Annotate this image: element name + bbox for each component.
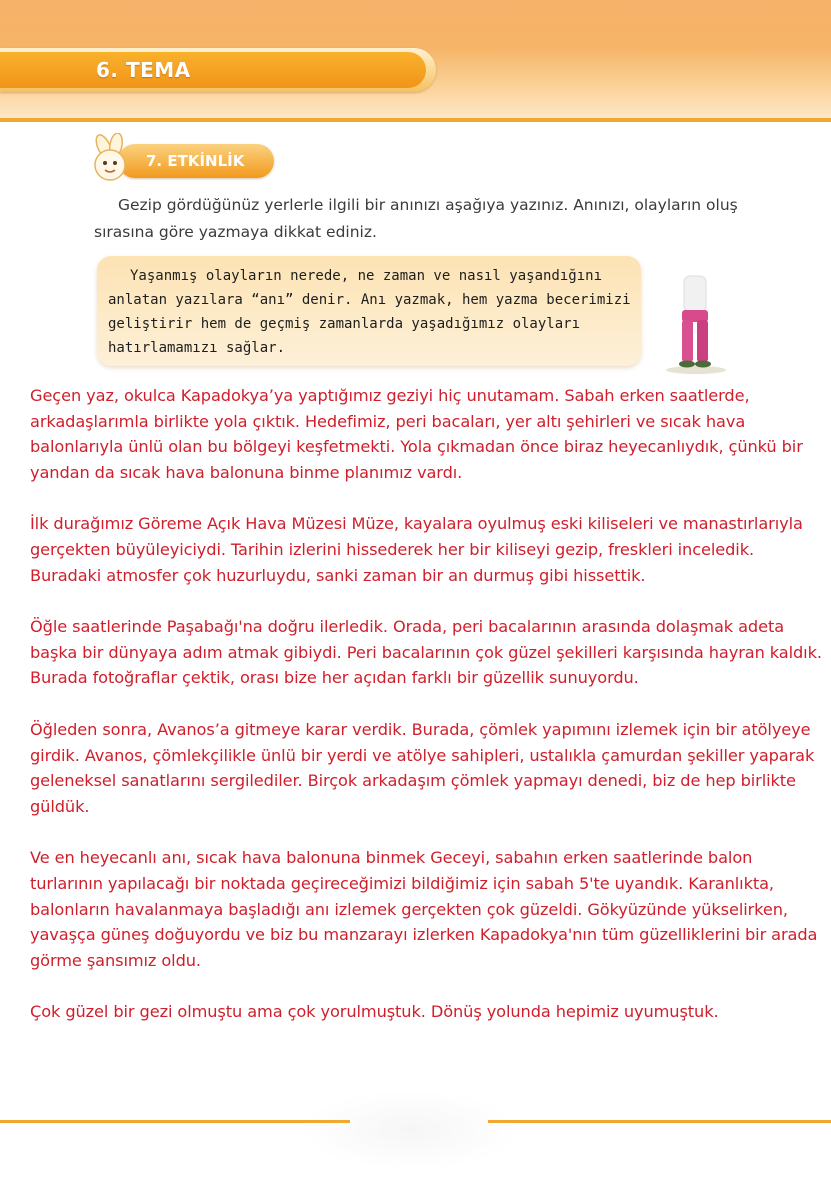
theme-title: 6. TEMA — [96, 58, 191, 82]
story-text — [30, 383, 825, 1051]
child-figure-illustration — [656, 268, 732, 376]
footer-divider-right — [488, 1120, 831, 1123]
bunny-mascot-icon — [86, 133, 140, 185]
footer-divider-left — [0, 1120, 350, 1123]
banner-divider — [0, 118, 831, 122]
story-paragraph: Geçen yaz, okulca Kapadokya’ya yaptığımız geziyi hiç unutamam. Sabah erken saatlerde, arkadaşlarımla birlikte yola çıktık. Hedefimiz, peri bacaları, yer altı şehirleri ve sıcak hava balonlarıyla ünlü olan bu bölgeyi keşfetmekti. Yola çıkmadan önce biraz heyecanlıydık, çünkü bir yandan da sıcak hava balonuna binme planımız vardı. — [30, 386, 803, 482]
info-box-text: Yaşanmış olayların nerede, ne zaman ve nasıl yaşandığını anlatan yazılara “anı” denir. Anı yazmak, hem yazma becerimizi geliştirir hem de geçmiş zamanlarda yaşadığımız olayları hatırlamamızı sağlar. — [108, 268, 631, 356]
story-paragraph: Ve en heyecanlı anı, sıcak hava balonuna binmek Geceyi, sabahın erken saatlerinde balon turlarının yapılacağı bir noktada geçireceğimizi bildiğimiz için sabah 5'te uyandık. Karanlıkta, balonların havalanmaya başladığı anı izlemek gerçekten çok güzeldi. Gökyüzünde yükselirken, yavaşça güneş doğuyordu ve biz bu manzarayı izlerken Kapadokya'nın tüm güzelliklerini bir arada görme şansımız oldu. — [30, 848, 818, 970]
footer-decoration — [300, 1090, 520, 1170]
story-paragraph: Öğle saatlerinde Paşabağı'na doğru ilerledik. Orada, peri bacalarının arasında dolaşmak adeta başka bir dünyaya adım atmak gibiydi. Peri bacalarının çok güzel şekilleri karşısında hayran kaldık. Burada fotoğraflar çektik, orası bize her açıdan farklı bir güzellik sunuyordu. — [30, 617, 822, 688]
story-paragraph: İlk durağımız Göreme Açık Hava Müzesi Müze, kayalara oyulmuş eski kiliseleri ve manastırlarıyla gerçekten büyüleyiciydi. Tarihin izlerini hissederek her bir kiliseyi gezip, freskleri inceledik. Buradaki atmosfer çok huzurluydu, sanki zaman bir an durmuş gibi hissettik. — [30, 514, 803, 585]
activity-label: 7. ETKİNLİK — [146, 152, 245, 170]
activity-instruction: Gezip gördüğünüz yerlerle ilgili bir anınızı aşağıya yazınız. Anınızı, olayların oluş sırasına göre yazmaya dikkat ediniz. — [94, 196, 738, 241]
story-paragraph: Öğleden sonra, Avanos’a gitmeye karar verdik. Burada, çömlek yapımını izlemek için bir atölyeye girdik. Avanos, çömlekçilikle ünlü bir yerdi ve atölye sahipleri, ustalıkla çamurdan şekiller yaparak geleneksel sanatlarını sergilediler. Birçok arkadaşım çömlek yapmayı denedi, biz de hep birlikte güldük. — [30, 719, 815, 816]
story-paragraph: Çok güzel bir gezi olmuştu ama çok yorulmuştuk. Dönüş yolunda hepimiz uyumuştuk. — [30, 1002, 719, 1022]
theme-pill — [0, 48, 436, 92]
